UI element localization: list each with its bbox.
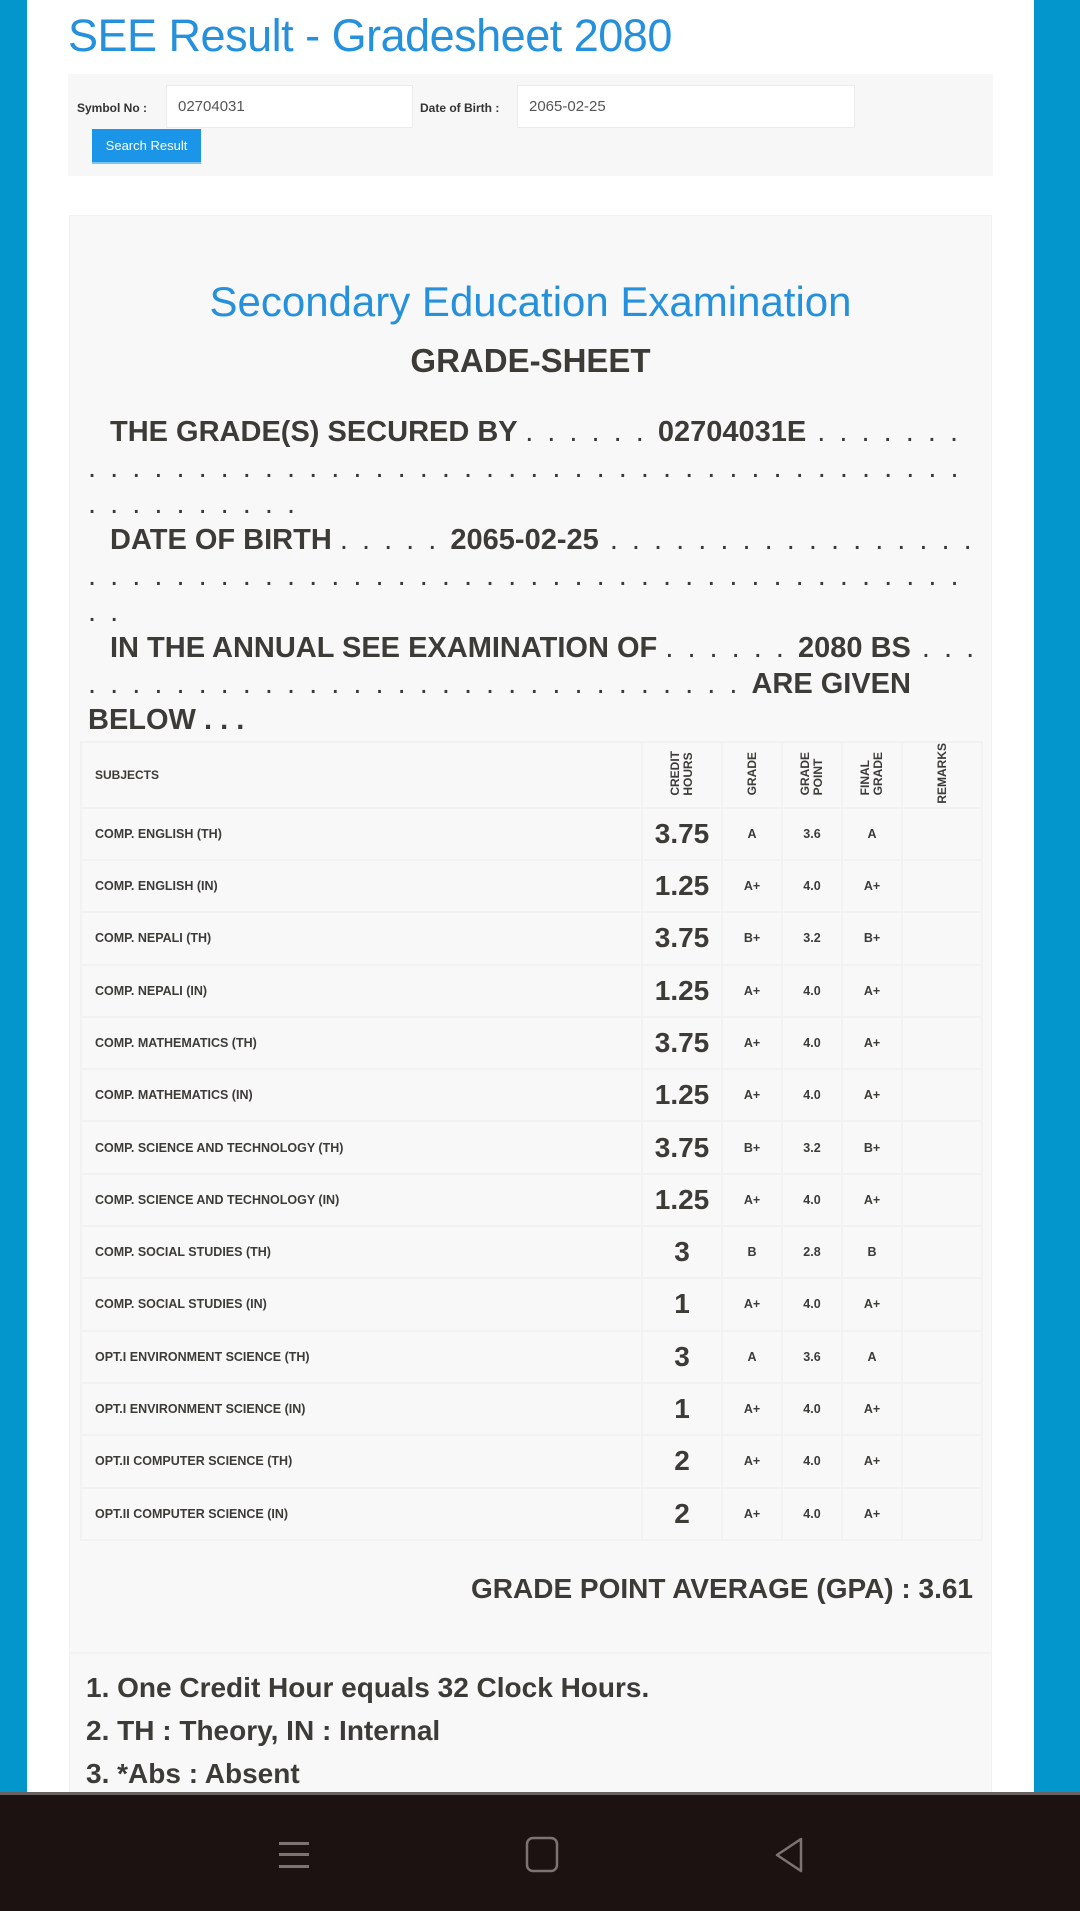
- home-button[interactable]: [521, 1833, 565, 1877]
- remarks-cell: [902, 808, 982, 860]
- grade-point-cell: 4.0: [782, 1435, 842, 1487]
- grade-cell: A+: [722, 1069, 782, 1121]
- credit-hours-cell: 1.25: [642, 1174, 722, 1226]
- table-row: [81, 1069, 982, 1121]
- final-grade-cell: A+: [842, 1488, 902, 1540]
- grade-sheet-heading: GRADE-SHEET: [410, 342, 651, 379]
- symbol-no-label: Symbol No :: [77, 101, 148, 115]
- credit-hours-cell: 1.25: [642, 860, 722, 912]
- remarks-cell: [902, 1226, 982, 1278]
- grade-point-cell: 3.6: [782, 808, 842, 860]
- remarks-cell: [902, 965, 982, 1017]
- final-grade-cell: B: [842, 1226, 902, 1278]
- table-row: [81, 912, 982, 964]
- subject-cell: OPT.I ENVIRONMENT SCIENCE (TH): [81, 1331, 642, 1383]
- header-final-grade: FINAL GRADE: [858, 751, 885, 795]
- credit-hours-cell: 1.25: [642, 965, 722, 1017]
- header-credit-hours: CREDIT HOURS: [668, 751, 695, 796]
- grade-point-cell: 4.0: [782, 1488, 842, 1540]
- header-grade: GRADE: [744, 751, 759, 795]
- search-result-button[interactable]: Search Result: [92, 129, 201, 164]
- remarks-cell: [902, 1121, 982, 1173]
- note-item: 3. *Abs : Absent: [86, 1758, 300, 1789]
- remarks-cell: [902, 1278, 982, 1330]
- subject-cell: COMP. ENGLISH (IN): [81, 860, 642, 912]
- final-grade-cell: A+: [842, 860, 902, 912]
- recent-apps-button[interactable]: [272, 1833, 316, 1877]
- symbol-no-input[interactable]: 02704031: [166, 85, 413, 128]
- grade-cell: A+: [722, 1174, 782, 1226]
- grade-cell: B+: [722, 1121, 782, 1173]
- final-grade-cell: A: [842, 808, 902, 860]
- remarks-cell: [902, 860, 982, 912]
- remarks-cell: [902, 1331, 982, 1383]
- subject-cell: COMP. SCIENCE AND TECHNOLOGY (IN): [81, 1174, 642, 1226]
- subject-cell: COMP. NEPALI (IN): [81, 965, 642, 1017]
- note-item: 2. TH : Theory, IN : Internal: [86, 1715, 441, 1746]
- given-below: ARE GIVEN BELOW . . .: [88, 668, 911, 736]
- dob-input[interactable]: 2065-02-25: [517, 85, 855, 128]
- remarks-cell: [902, 1174, 982, 1226]
- search-form: [68, 74, 993, 176]
- credit-hours-cell: 3.75: [642, 912, 722, 964]
- final-grade-cell: B+: [842, 1121, 902, 1173]
- grade-cell: A+: [722, 1017, 782, 1069]
- grade-point-cell: 3.6: [782, 1331, 842, 1383]
- subject-cell: OPT.II COMPUTER SCIENCE (IN): [81, 1488, 642, 1540]
- grade-cell: A+: [722, 1435, 782, 1487]
- table-row: [81, 808, 982, 860]
- back-icon: [772, 1836, 808, 1874]
- table-row: [81, 1121, 982, 1173]
- android-nav-bar: [0, 1792, 1080, 1911]
- secured-by-value: 02704031E: [657, 416, 807, 448]
- credit-hours-cell: 3: [642, 1331, 722, 1383]
- notes: [70, 1652, 991, 1792]
- remarks-cell: [902, 1435, 982, 1487]
- credit-hours-cell: 1: [642, 1383, 722, 1435]
- final-grade-cell: A: [842, 1331, 902, 1383]
- subject-cell: COMP. MATHEMATICS (IN): [81, 1069, 642, 1121]
- home-icon: [525, 1836, 561, 1874]
- grade-cell: A+: [722, 860, 782, 912]
- table-row: [81, 1226, 982, 1278]
- credit-hours-cell: 2: [642, 1488, 722, 1540]
- credit-hours-cell: 3: [642, 1226, 722, 1278]
- final-grade-cell: A+: [842, 1017, 902, 1069]
- table-row: [81, 1174, 982, 1226]
- table-row: [81, 1488, 982, 1540]
- remarks-cell: [902, 1069, 982, 1121]
- grade-cell: B+: [722, 912, 782, 964]
- back-button[interactable]: [768, 1833, 812, 1877]
- remarks-cell: [902, 1383, 982, 1435]
- grade-point-cell: 3.2: [782, 1121, 842, 1173]
- final-grade-cell: A+: [842, 1435, 902, 1487]
- table-header-row: [81, 742, 982, 808]
- grade-cell: A+: [722, 965, 782, 1017]
- table-row: [81, 1017, 982, 1069]
- grade-point-cell: 4.0: [782, 1174, 842, 1226]
- grade-cell: B: [722, 1226, 782, 1278]
- exam-title: Secondary Education Examination: [209, 278, 852, 325]
- gpa-summary: [471, 1573, 973, 1605]
- table-row: [81, 1278, 982, 1330]
- header-subjects: SUBJECTS: [81, 742, 642, 808]
- remarks-cell: [902, 1017, 982, 1069]
- gpa-label: GRADE POINT AVERAGE (GPA) :: [471, 1573, 911, 1604]
- table-row: [81, 1435, 982, 1487]
- final-grade-cell: A+: [842, 1278, 902, 1330]
- header-remarks: REMARKS: [934, 743, 949, 804]
- subject-cell: COMP. SCIENCE AND TECHNOLOGY (TH): [81, 1121, 642, 1173]
- final-grade-cell: A+: [842, 1383, 902, 1435]
- exam-line-label: IN THE ANNUAL SEE EXAMINATION OF: [110, 632, 658, 664]
- header-grade-point: GRADE POINT: [798, 751, 825, 795]
- subject-cell: COMP. ENGLISH (TH): [81, 808, 642, 860]
- grade-cell: A: [722, 808, 782, 860]
- grade-cell: A+: [722, 1488, 782, 1540]
- grade-point-cell: 4.0: [782, 965, 842, 1017]
- table-row: [81, 1383, 982, 1435]
- secured-by-label: THE GRADE(S) SECURED BY: [110, 416, 518, 448]
- grade-point-cell: 3.2: [782, 912, 842, 964]
- grade-point-cell: 4.0: [782, 1278, 842, 1330]
- credit-hours-cell: 1: [642, 1278, 722, 1330]
- grade-point-cell: 4.0: [782, 1383, 842, 1435]
- subject-cell: COMP. MATHEMATICS (TH): [81, 1017, 642, 1069]
- grade-point-cell: 4.0: [782, 860, 842, 912]
- secured-by-line: THE GRADE(S) SECURED BY . . . . . . 02704031E . . . . . . . . . . . . . . . . . . . . . . . . . . . . . . . . . . . . . . . . . . . . . . . . . . . . . . . . .: [88, 416, 962, 520]
- grades-table: [80, 741, 983, 1541]
- credit-hours-cell: 3.75: [642, 1017, 722, 1069]
- subject-cell: COMP. SOCIAL STUDIES (TH): [81, 1226, 642, 1278]
- exam-line: IN THE ANNUAL SEE EXAMINATION OF . . . . . . 2080 BS . . . . . . . . . . . . . . . . . . . . . . . . . . . . . . . . . ARE GIVEN BELOW . . .: [88, 632, 978, 736]
- dob-line-value: 2065-02-25: [450, 524, 599, 556]
- final-grade-cell: A+: [842, 965, 902, 1017]
- table-row: [81, 860, 982, 912]
- exam-year: 2080 BS: [798, 632, 911, 664]
- final-grade-cell: B+: [842, 912, 902, 964]
- credit-hours-cell: 3.75: [642, 1121, 722, 1173]
- credit-hours-cell: 1.25: [642, 1069, 722, 1121]
- remarks-cell: [902, 912, 982, 964]
- note-item: 1. One Credit Hour equals 32 Clock Hours.: [86, 1672, 650, 1703]
- final-grade-cell: A+: [842, 1174, 902, 1226]
- page: [27, 0, 1034, 1792]
- dob-line: DATE OF BIRTH . . . . . 2065-02-25 . . . . . . . . . . . . . . . . . . . . . . . . . . . . . . . . . . . . . . . . . . . . . . . . . . . . . . . . . . .: [88, 524, 975, 628]
- dob-line-label: DATE OF BIRTH: [110, 524, 332, 556]
- grade-point-cell: 4.0: [782, 1069, 842, 1121]
- subject-cell: COMP. SOCIAL STUDIES (IN): [81, 1278, 642, 1330]
- recent-apps-icon: [277, 1838, 311, 1872]
- subject-cell: OPT.II COMPUTER SCIENCE (TH): [81, 1435, 642, 1487]
- final-grade-cell: A+: [842, 1069, 902, 1121]
- grade-cell: A: [722, 1331, 782, 1383]
- grade-sheet-panel: [69, 215, 992, 1792]
- grade-point-cell: 4.0: [782, 1017, 842, 1069]
- grade-point-cell: 2.8: [782, 1226, 842, 1278]
- page-title: SEE Result - Gradesheet 2080: [68, 10, 672, 61]
- subject-cell: OPT.I ENVIRONMENT SCIENCE (IN): [81, 1383, 642, 1435]
- credit-hours-cell: 2: [642, 1435, 722, 1487]
- subject-cell: COMP. NEPALI (TH): [81, 912, 642, 964]
- remarks-cell: [902, 1488, 982, 1540]
- table-row: [81, 965, 982, 1017]
- grade-cell: A+: [722, 1383, 782, 1435]
- dob-label: Date of Birth :: [420, 101, 500, 115]
- table-row: [81, 1331, 982, 1383]
- grade-cell: A+: [722, 1278, 782, 1330]
- gpa-value: 3.61: [918, 1573, 973, 1604]
- credit-hours-cell: 3.75: [642, 808, 722, 860]
